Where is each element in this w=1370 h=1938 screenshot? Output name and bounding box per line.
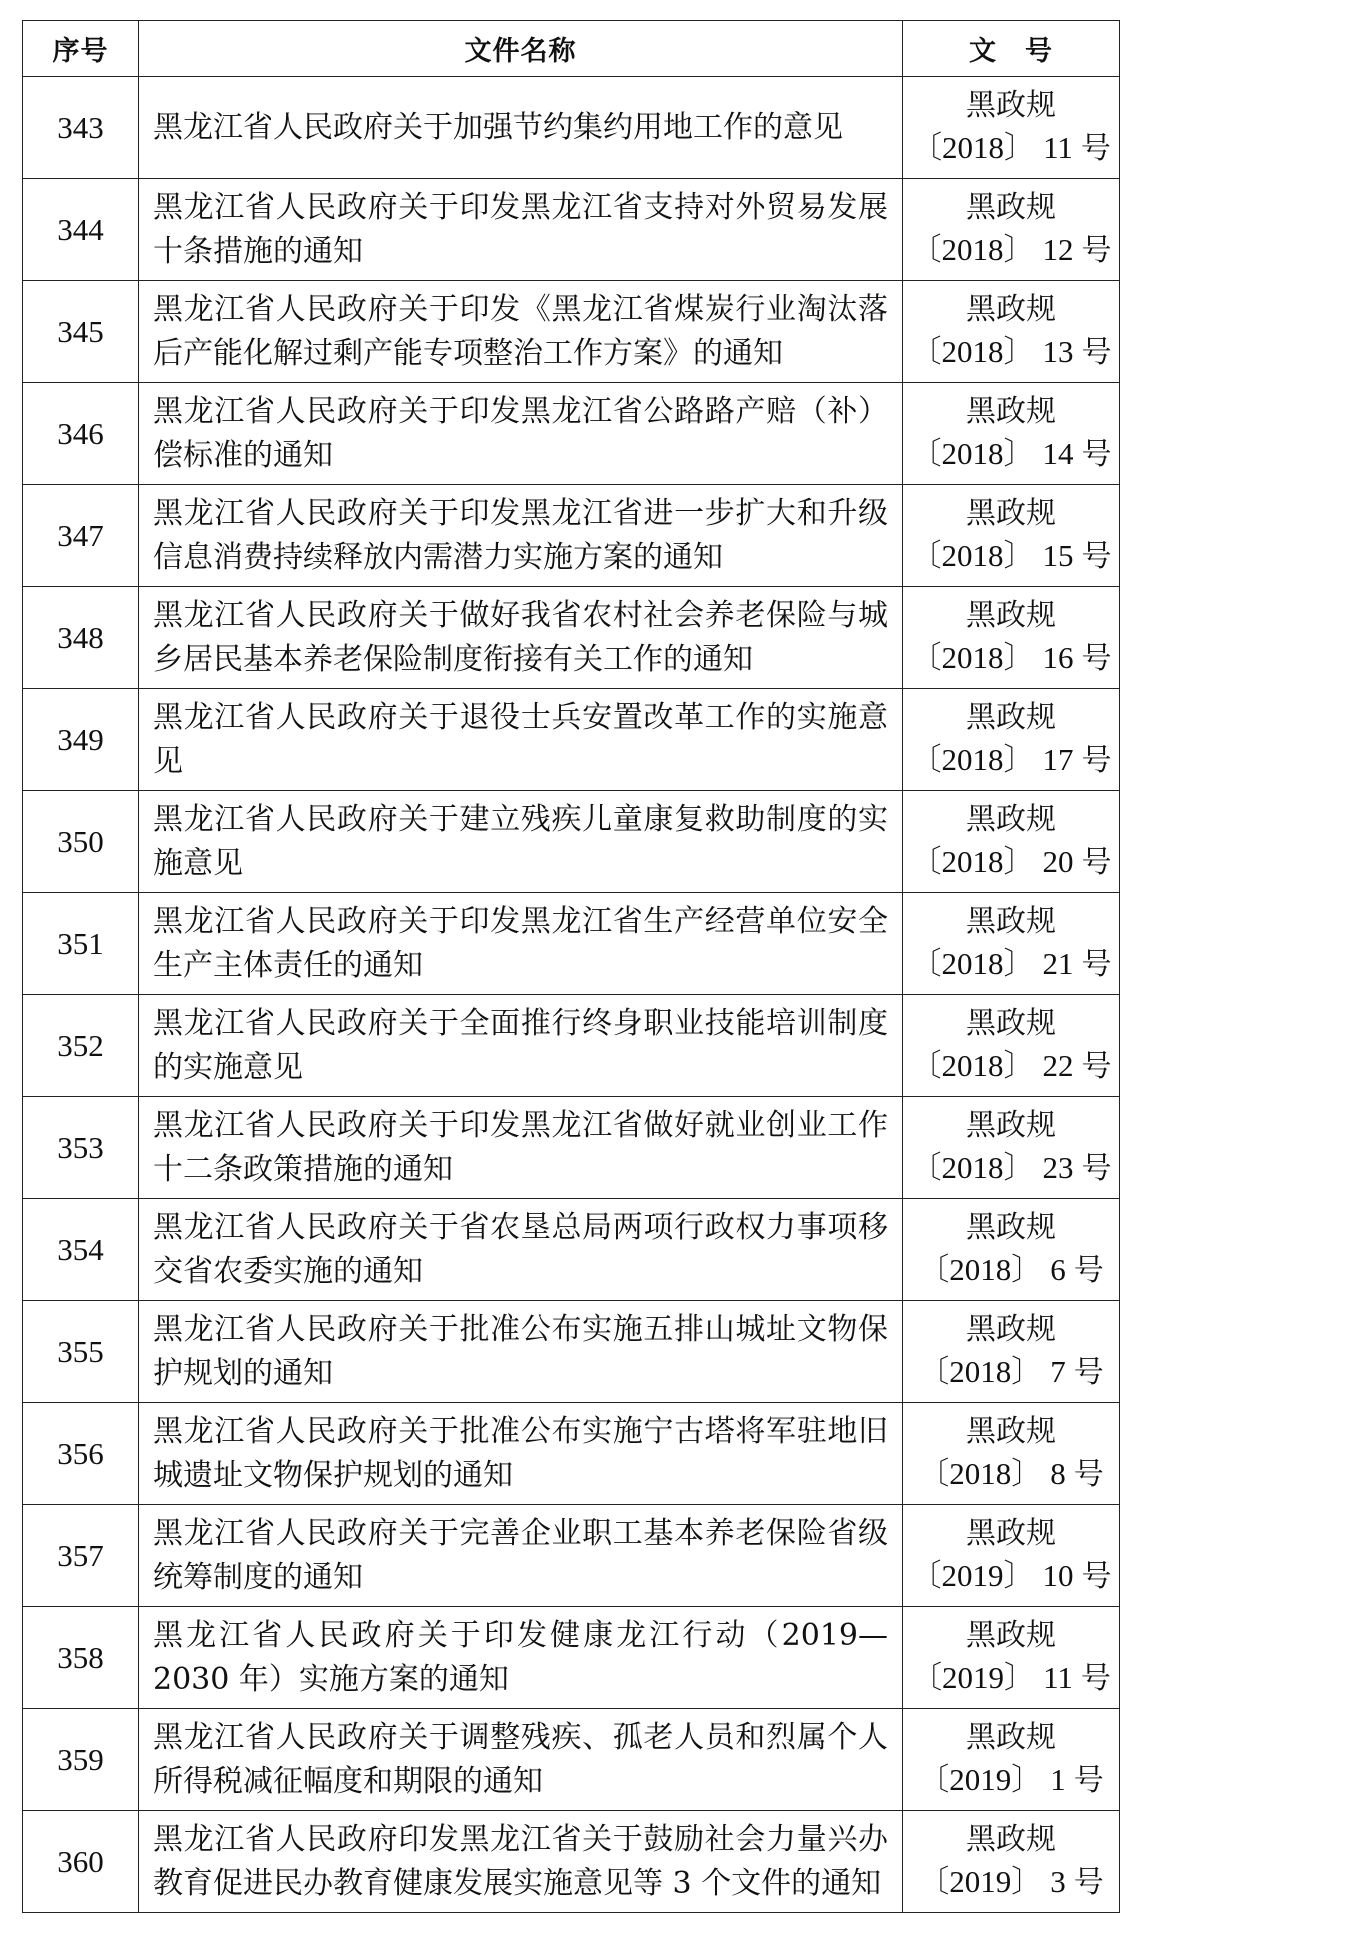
doc-year: 〔2019〕	[918, 1762, 1043, 1797]
row-doc-number	[903, 1811, 1120, 1913]
doc-suffix: 号	[1081, 1559, 1112, 1594]
row-file-name: 黑龙江省人民政府关于批准公布实施宁古塔将军驻地旧城遗址文物保护规划的通知	[139, 1403, 903, 1505]
doc-num: 8	[1050, 1456, 1066, 1491]
row-file-name: 黑龙江省人民政府关于完善企业职工基本养老保险省级统筹制度的通知	[139, 1505, 903, 1607]
doc-number-line	[903, 1861, 1119, 1904]
doc-num: 15	[1042, 538, 1074, 573]
table-row	[23, 587, 1120, 689]
doc-year: 〔2018〕	[910, 742, 1035, 777]
doc-number-line	[903, 841, 1119, 884]
table-row	[23, 77, 1120, 179]
doc-agency: 黑政规	[966, 1516, 1056, 1551]
row-seq: 355	[23, 1301, 139, 1403]
doc-num: 1	[1050, 1762, 1066, 1797]
row-file-name: 黑龙江省人民政府关于省农垦总局两项行政权力事项移交省农委实施的通知	[139, 1199, 903, 1301]
doc-agency: 黑政规	[966, 1108, 1056, 1143]
table-row	[23, 179, 1120, 281]
doc-suffix: 号	[1080, 1661, 1111, 1696]
row-seq: 353	[23, 1097, 139, 1199]
row-doc-number	[903, 179, 1120, 281]
row-file-name: 黑龙江省人民政府关于印发黑龙江省做好就业创业工作十二条政策措施的通知	[139, 1097, 903, 1199]
row-file-name: 黑龙江省人民政府关于退役士兵安置改革工作的实施意见	[139, 689, 903, 791]
row-seq: 347	[23, 485, 139, 587]
table-row	[23, 791, 1120, 893]
doc-number-line	[903, 535, 1119, 578]
row-doc-number	[903, 281, 1120, 383]
doc-year: 〔2018〕	[910, 436, 1035, 471]
row-file-name: 黑龙江省人民政府印发黑龙江省关于鼓励社会力量兴办教育促进民办教育健康发展实施意见等 3 个文件的通知	[139, 1811, 903, 1913]
row-file-name: 黑龙江省人民政府关于印发黑龙江省进一步扩大和升级信息消费持续释放内需潜力实施方案的通知	[139, 485, 903, 587]
doc-num: 7	[1050, 1354, 1066, 1389]
doc-num: 21	[1042, 946, 1074, 981]
doc-suffix: 号	[1081, 437, 1112, 472]
doc-year: 〔2018〕	[910, 1048, 1035, 1083]
table-row	[23, 1607, 1120, 1709]
doc-year: 〔2018〕	[910, 232, 1035, 267]
table-row	[23, 689, 1120, 791]
doc-suffix: 号	[1081, 743, 1112, 778]
row-seq: 360	[23, 1811, 139, 1913]
row-seq: 359	[23, 1709, 139, 1811]
doc-number-line	[903, 739, 1119, 782]
doc-suffix: 号	[1073, 1865, 1104, 1900]
doc-year: 〔2019〕	[910, 1558, 1035, 1593]
row-doc-number	[903, 893, 1120, 995]
doc-year: 〔2018〕	[910, 334, 1035, 369]
doc-agency: 黑政规	[966, 1006, 1056, 1041]
row-seq: 354	[23, 1199, 139, 1301]
row-doc-number	[903, 77, 1120, 179]
doc-number-line	[903, 331, 1119, 374]
doc-num: 11	[1043, 1660, 1073, 1695]
table-row	[23, 1301, 1120, 1403]
doc-agency: 黑政规	[966, 598, 1056, 633]
row-file-name: 黑龙江省人民政府关于加强节约集约用地工作的意见	[139, 77, 903, 179]
row-seq: 349	[23, 689, 139, 791]
row-doc-number	[903, 1097, 1120, 1199]
doc-agency: 黑政规	[966, 1210, 1056, 1245]
doc-num: 13	[1042, 334, 1074, 369]
doc-number-line	[903, 433, 1119, 476]
doc-suffix: 号	[1080, 131, 1111, 166]
row-seq: 357	[23, 1505, 139, 1607]
doc-num: 12	[1042, 232, 1074, 267]
row-doc-number	[903, 1709, 1120, 1811]
doc-num: 16	[1042, 640, 1074, 675]
row-file-name: 黑龙江省人民政府关于建立残疾儿童康复救助制度的实施意见	[139, 791, 903, 893]
table-row	[23, 893, 1120, 995]
doc-agency: 黑政规	[966, 1822, 1056, 1857]
table-row	[23, 1403, 1120, 1505]
doc-year: 〔2018〕	[918, 1456, 1043, 1491]
row-file-name: 黑龙江省人民政府关于做好我省农村社会养老保险与城乡居民基本养老保险制度衔接有关工作的通知	[139, 587, 903, 689]
doc-year: 〔2018〕	[910, 844, 1035, 879]
doc-agency: 黑政规	[966, 190, 1056, 225]
header-name: 文件名称	[139, 21, 903, 77]
doc-number-line	[903, 1045, 1119, 1088]
doc-number-line	[903, 1657, 1119, 1700]
row-file-name: 黑龙江省人民政府关于批准公布实施五排山城址文物保护规划的通知	[139, 1301, 903, 1403]
doc-number-line	[903, 1147, 1119, 1190]
doc-year: 〔2018〕	[918, 1252, 1043, 1287]
doc-suffix: 号	[1081, 1151, 1112, 1186]
row-doc-number	[903, 1199, 1120, 1301]
table-row	[23, 1811, 1120, 1913]
row-doc-number	[903, 485, 1120, 587]
doc-suffix: 号	[1081, 641, 1112, 676]
row-doc-number	[903, 1607, 1120, 1709]
doc-agency: 黑政规	[966, 1312, 1056, 1347]
doc-suffix: 号	[1081, 947, 1112, 982]
table-row	[23, 1505, 1120, 1607]
row-file-name: 黑龙江省人民政府关于印发黑龙江省支持对外贸易发展十条措施的通知	[139, 179, 903, 281]
doc-number-line	[903, 1759, 1119, 1802]
doc-num: 23	[1042, 1150, 1074, 1185]
doc-suffix: 号	[1073, 1355, 1104, 1390]
row-seq: 356	[23, 1403, 139, 1505]
row-doc-number	[903, 1505, 1120, 1607]
doc-num: 6	[1050, 1252, 1066, 1287]
doc-number-line	[903, 637, 1119, 680]
row-seq: 343	[23, 77, 139, 179]
doc-suffix: 号	[1081, 1049, 1112, 1084]
doc-year: 〔2018〕	[910, 538, 1035, 573]
doc-number-line	[903, 127, 1119, 170]
doc-year: 〔2018〕	[910, 946, 1035, 981]
header-row	[23, 21, 1120, 77]
doc-num: 14	[1042, 436, 1074, 471]
row-doc-number	[903, 689, 1120, 791]
doc-num: 3	[1050, 1864, 1066, 1899]
row-doc-number	[903, 587, 1120, 689]
doc-num: 11	[1043, 130, 1073, 165]
doc-agency: 黑政规	[966, 88, 1056, 123]
table-body	[23, 77, 1120, 1913]
doc-suffix: 号	[1081, 539, 1112, 574]
row-file-name: 黑龙江省人民政府关于全面推行终身职业技能培训制度的实施意见	[139, 995, 903, 1097]
row-seq: 348	[23, 587, 139, 689]
table-row	[23, 1199, 1120, 1301]
doc-agency: 黑政规	[966, 292, 1056, 327]
row-doc-number	[903, 1403, 1120, 1505]
row-seq: 350	[23, 791, 139, 893]
doc-year: 〔2019〕	[918, 1864, 1043, 1899]
row-file-name: 黑龙江省人民政府关于调整残疾、孤老人员和烈属个人所得税减征幅度和期限的通知	[139, 1709, 903, 1811]
doc-suffix: 号	[1081, 845, 1112, 880]
doc-year: 〔2019〕	[911, 1660, 1036, 1695]
doc-number-line	[903, 1351, 1119, 1394]
doc-number-line	[903, 943, 1119, 986]
doc-suffix: 号	[1073, 1253, 1104, 1288]
doc-year: 〔2018〕	[910, 1150, 1035, 1185]
doc-suffix: 号	[1081, 233, 1112, 268]
doc-number-line	[903, 229, 1119, 272]
row-seq: 352	[23, 995, 139, 1097]
row-file-name: 黑龙江省人民政府关于印发黑龙江省生产经营单位安全生产主体责任的通知	[139, 893, 903, 995]
row-seq: 344	[23, 179, 139, 281]
doc-year: 〔2018〕	[910, 640, 1035, 675]
doc-num: 20	[1042, 844, 1074, 879]
row-seq: 346	[23, 383, 139, 485]
doc-agency: 黑政规	[966, 904, 1056, 939]
document-table	[22, 20, 1120, 1913]
row-seq: 345	[23, 281, 139, 383]
doc-number-line	[903, 1453, 1119, 1496]
row-file-name: 黑龙江省人民政府关于印发健康龙江行动（2019—2030 年）实施方案的通知	[139, 1607, 903, 1709]
doc-agency: 黑政规	[966, 1414, 1056, 1449]
doc-year: 〔2018〕	[911, 130, 1036, 165]
row-doc-number	[903, 791, 1120, 893]
doc-year: 〔2018〕	[918, 1354, 1043, 1389]
doc-agency: 黑政规	[966, 1720, 1056, 1755]
row-file-name: 黑龙江省人民政府关于印发黑龙江省公路路产赔（补）偿标准的通知	[139, 383, 903, 485]
row-file-name: 黑龙江省人民政府关于印发《黑龙江省煤炭行业淘汰落后产能化解过剩产能专项整治工作方案》的通知	[139, 281, 903, 383]
doc-number-line	[903, 1555, 1119, 1598]
doc-suffix: 号	[1073, 1457, 1104, 1492]
doc-number-line	[903, 1249, 1119, 1292]
table-row	[23, 995, 1120, 1097]
table-row	[23, 281, 1120, 383]
doc-num: 17	[1042, 742, 1074, 777]
doc-suffix: 号	[1073, 1763, 1104, 1798]
table-row	[23, 1097, 1120, 1199]
table-row	[23, 485, 1120, 587]
header-docno: 文 号	[903, 21, 1120, 77]
row-seq: 351	[23, 893, 139, 995]
doc-agency: 黑政规	[966, 394, 1056, 429]
row-seq: 358	[23, 1607, 139, 1709]
doc-num: 22	[1042, 1048, 1074, 1083]
row-doc-number	[903, 1301, 1120, 1403]
header-seq: 序号	[23, 21, 139, 77]
doc-agency: 黑政规	[966, 1618, 1056, 1653]
table-row	[23, 383, 1120, 485]
doc-agency: 黑政规	[966, 700, 1056, 735]
row-doc-number	[903, 383, 1120, 485]
doc-num: 10	[1042, 1558, 1074, 1593]
row-doc-number	[903, 995, 1120, 1097]
table-row	[23, 1709, 1120, 1811]
doc-suffix: 号	[1081, 335, 1112, 370]
doc-agency: 黑政规	[966, 802, 1056, 837]
doc-agency: 黑政规	[966, 496, 1056, 531]
